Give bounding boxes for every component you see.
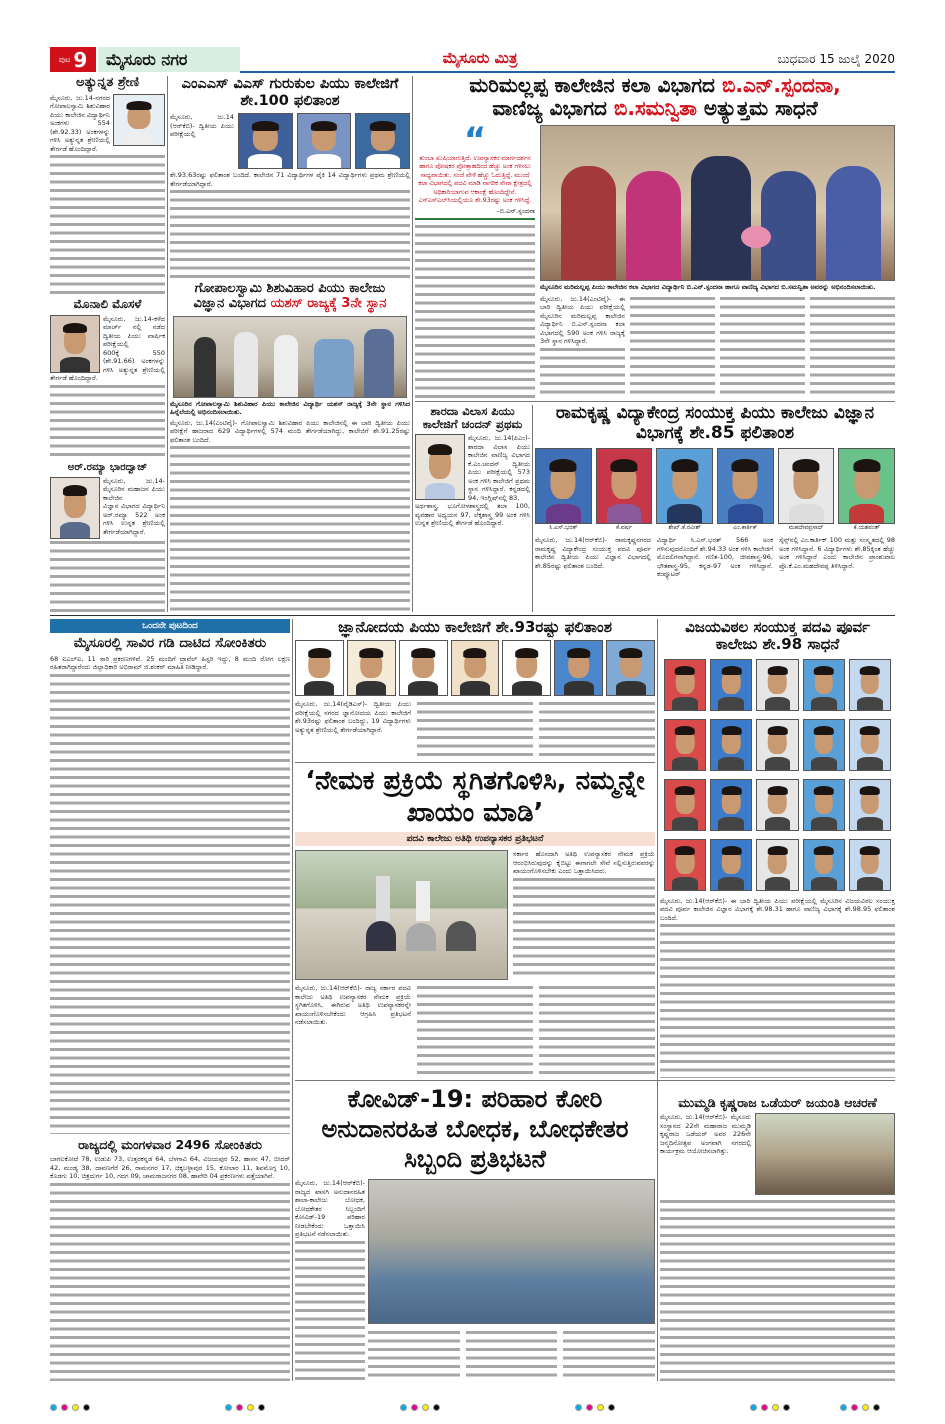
student-name: ಕೆ.ವರ್ಷ (616, 524, 632, 532)
text-lines (50, 1181, 290, 1381)
headline: ಮುಮ್ಮಡಿ ಕೃಷ್ಣರಾಜ ಒಡೆಯರ್ ಜಯಂತಿ ಆಚರಣೆ (678, 1096, 877, 1110)
dateline: ಮೈಸೂರು, ಜು.14 (ಆರ್‌ಕೆಬಿ)- ದ್ವಿತೀಯ ಪಿಯು ಪರೀಕ್ಷೆಯಲ್ಲಿ (170, 113, 234, 139)
article-ramya (50, 462, 165, 612)
registration-dot (83, 1404, 90, 1411)
student-photo (50, 477, 100, 539)
student-photo (803, 779, 845, 831)
student-photo-row (535, 448, 895, 532)
student-name: ಎಂ.ಕಾರ್ತಿಕ್ (733, 524, 758, 532)
text-lines (539, 984, 655, 1077)
headline: ಮೊನಾಲಿ ಮೊಸಳೆ (73, 298, 142, 311)
registration-dot (400, 1404, 407, 1411)
student-photo (710, 839, 752, 891)
column-rule (167, 76, 168, 612)
article-mummadi (660, 1096, 895, 1381)
masthead-logo: ಮೈಸೂರು ಮಿತ್ರ (442, 49, 518, 67)
headline-line-1: ಗೋಪಾಲಸ್ವಾಮಿ ಶಿಶುವಿಹಾರ ಪಿಯು ಕಾಲೇಜು (194, 282, 386, 296)
protest-photo (295, 850, 508, 980)
registration-dot (258, 1404, 265, 1411)
student-card (717, 448, 774, 532)
article-gopalaswamy (170, 282, 410, 612)
column-rule (292, 619, 293, 1381)
text-lines (466, 1329, 558, 1381)
text-lines (415, 223, 535, 399)
student-card (838, 448, 895, 532)
registration-dot (851, 1404, 858, 1411)
felicitation-photo (173, 316, 407, 398)
article-ramakrishna (535, 404, 895, 612)
registration-dot (862, 1404, 869, 1411)
student-photo (596, 448, 653, 524)
student-photo (50, 315, 100, 373)
registration-dot (433, 1404, 440, 1411)
article-monali (50, 298, 165, 460)
student-photo (756, 839, 798, 891)
continued-band: ಒಂದನೇ ಪುಟದಿಂದ (50, 619, 290, 633)
text-lines (368, 1329, 460, 1381)
article-body: ಮೈಸೂರು, ಜು.14(ಆರ್‌ಕೆಬಿ)- ರಾಮಕೃಷ್ಣನಗರದ ರಾಮಕೃಷ್ಣ ವಿದ್ಯಾಕೇಂದ್ರ ಸಂಯುಕ್ತ ಪದವಿ ಪೂರ್ವ ಕಾಲೇಜಿನ ದ್ವಿತೀಯ ಪಿಯು ವಿಜ್ಞಾನ ವಿಭಾಗದಲ್ಲಿ ಶೇ.85ರಷ್ಟು ಫಲಿತಾಂಶ ಬಂದಿದೆ. (535, 536, 651, 570)
headline-part: ಅತ್ಯುತ್ತಮ ಸಾಧನೆ (696, 96, 818, 120)
article-body-cont: ಅರ್ಥಶಾಸ್ತ್ರ, ಭೂಗೋಳಶಾಸ್ತ್ರದಲ್ಲಿ ತಲಾ 100, ವ್ಯವಹಾರ ಅಧ್ಯಯನ 97, ಲೆಕ್ಕಶಾಸ್ತ್ರ 99 ಅಂಕ ಗಳಿಸಿ ಉನ್ನತ ಶ್ರೇಣಿಯಲ್ಲಿ ತೇರ್ಗಡೆ ಹೊಂದಿದ್ದಾರೆ. (415, 502, 530, 528)
photo-caption: ಮೈಸೂರಿನ ಮರಿಮಲ್ಲಪ್ಪ ಪಿಯು ಕಾಲೇಜಿನ ಕಲಾ ವಿಭಾಗದ ವಿದ್ಯಾರ್ಥಿನಿ ಬಿ.ಎನ್.ಸ್ಪಂದನಾ ಹಾಗೂ ವಾಣಿಜ್ಯ ವಿಭಾಗದ ಬಿ.ಸಮನ್ವಿತಾ ಅವರನ್ನು ಅಭಿನಂದಿಸಲಾಯಿತು. (540, 283, 876, 291)
student-photo (756, 779, 798, 831)
student-photo (113, 94, 165, 146)
article-body: ಮೈಸೂರು, ಜು.14(ವೈಡಿಎಸ್)- ದ್ವಿತೀಯ ಪಿಯು ಪರೀಕ್ಷೆಯಲ್ಲಿ ನಗರದ ಜ್ಞಾನೋದಯ ಪಿಯು ಕಾಲೇಜಿಗೆ ಶೇ.93ರಷ್ಟು ಫಲಿತಾಂಶ ಬಂದಿದ್ದು, 19 ವಿದ್ಯಾರ್ಥಿಗಳು ಅತ್ಯುನ್ನತ ಶ್ರೇಣಿಯಲ್ಲಿ ತೇರ್ಗಡೆಯಾಗಿದ್ದಾರೆ. (295, 700, 411, 734)
subheadline: ಪದವಿ ಕಾಲೇಜು ಅತಿಥಿ ಉಪನ್ಯಾಸಕರ ಪ್ರತಿಭಟನೆ (295, 832, 655, 846)
student-card (656, 448, 713, 532)
photo-caption: ಮೈಸೂರಿನ ಗೋಪಾಲಸ್ವಾಮಿ ಶಿಶುವಿಹಾರ ಪಿಯು ಕಾಲೇಜಿನ ವಿದ್ಯಾರ್ಥಿ ಯಶಸ್ ರಾಜ್ಯಕ್ಕೆ 3ನೇ ಸ್ಥಾನ ಗಳಿಸಿದ ಹಿನ್ನೆಲೆಯಲ್ಲಿ ಅಭಿನಂದಿಸಲಾಯಿತು. (170, 399, 410, 417)
headline-highlight: ಯಶಸ್ ರಾಜ್ಯಕ್ಕೆ 3ನೇ ಸ್ಥಾನ (270, 295, 387, 311)
student-photo (710, 779, 752, 831)
text-lines (720, 295, 805, 400)
article-vijayavittala (660, 619, 895, 1078)
student-name: ಶೇಖ್.ಕೆ.ರವೀಶ್ (668, 524, 701, 532)
article-gurukula (170, 76, 410, 278)
jayanthi-photo (755, 1113, 895, 1195)
student-photo (238, 113, 293, 169)
student-photo (803, 839, 845, 891)
student-name: ಕೆ.ಯಶವಂತ್ (853, 524, 880, 532)
section-title: ಮೈಸೂರು ನಗರ (98, 47, 240, 72)
registration-dot (575, 1404, 582, 1411)
headline-part: ವಿಜ್ಞಾನ ವಿಭಾಗದ (193, 295, 271, 311)
headline: ಎಂಎಎಸ್ ವಿಎಸ್ ಗುರುಕುಲ ಪಿಯು ಕಾಲೇಜಿಗೆ ಶೇ.100 ಫಲಿತಾಂಶ (181, 76, 399, 109)
article-body: 68 ಐಎಲ್‌ಐ, 11 ಸಾರಿ ಪ್ರಕರಣಗಳಿವೆ. 25 ಮಂದಿಗೆ ಟ್ರಾವೆಲ್ ಹಿಸ್ಟರಿ ಇದ್ದು, 8 ಮಂದಿ ರೋಗ ಲಕ್ಷಣ ರಹಿತರಾಗಿದ್ದಾರೆಂದು ಜಿಲ್ಲಾಧಿಕಾರಿ ಅಭಿರಾಮ್ ಜಿ.ಶಂಕರ್ ಮಾಹಿತಿ ನೀಡಿದ್ದಾರೆ. (50, 654, 290, 672)
text-lines (563, 1329, 655, 1381)
student-photo (606, 640, 655, 696)
headline-highlight: ಬಿ.ಸಮನ್ವಿತಾ (613, 96, 697, 120)
registration-dot (761, 1404, 768, 1411)
student-photo-row (295, 640, 655, 696)
text-lines (417, 700, 533, 760)
headline: ಶಾರದಾ ವಿಲಾಸ ಪಿಯು ಕಾಲೇಜಿಗೆ ಚಂದನ್ ಪ್ರಥಮ (422, 405, 523, 432)
covid-protest-photo (368, 1179, 655, 1324)
registration-dot (873, 1404, 880, 1411)
student-photo (664, 719, 706, 771)
student-photo (656, 448, 713, 524)
student-photo (756, 659, 798, 711)
article-state-cases (50, 1138, 290, 1381)
quote-mark-icon: “ (463, 125, 487, 160)
registration-dot (586, 1404, 593, 1411)
student-photo (849, 719, 891, 771)
registration-dot (411, 1404, 418, 1411)
student-photo (451, 640, 500, 696)
registration-dot (50, 1404, 57, 1411)
article-body-columns (295, 984, 655, 1077)
student-photo (664, 779, 706, 831)
page-label: ಪುಟ (58, 54, 71, 64)
student-photo (399, 640, 448, 696)
text-lines (50, 153, 165, 294)
dateline: ಮೈಸೂರು, ಜು.14-ಮೈಸೂರಿನ ಮಹಾಜನ ಪಿಯು ಕಾಲೇಜಿನ (103, 476, 165, 502)
student-card (535, 448, 592, 532)
article-body: ವಿಜ್ಞಾನ ವಿಭಾಗದ ವಿದ್ಯಾರ್ಥಿನಿ ಅರ್.ರಮ್ಯಾ 522 ಅಂಕ ಗಳಿಸಿ ಉನ್ನತ ಶ್ರೇಣಿಯಲ್ಲಿ ತೇರ್ಗಡೆಯಾಗಿದ್ದಾರೆ. (103, 502, 165, 536)
headline: ಮೈಸೂರಲ್ಲಿ ಸಾವಿರ ಗಡಿ ದಾಟಿದ ಸೋಂಕಿತರು (73, 635, 267, 651)
registration-dot (236, 1404, 243, 1411)
text-lines (295, 1239, 365, 1382)
student-photo (849, 659, 891, 711)
article-body-columns (535, 536, 895, 612)
quote-author: –ಬಿ.ಎನ್.ಸ್ಪಂದನಾ (496, 207, 535, 216)
headline-line-1 (415, 74, 895, 97)
student-card (596, 448, 653, 532)
article-covid (295, 1084, 655, 1381)
column-rule (532, 405, 533, 612)
registration-dot (247, 1404, 254, 1411)
headline-part: ಮರಿಮಲ್ಲಪ್ಪ ಕಾಲೇಜಿನ ಕಲಾ ವಿಭಾಗದ (469, 74, 722, 97)
student-photo (502, 640, 551, 696)
text-lines (417, 984, 533, 1077)
article-continued-cases (50, 619, 290, 1134)
student-photo (778, 448, 835, 524)
headline: ವಿಜಯವಿಠಲ ಸಂಯುಕ್ತ ಪದವಿ ಪೂರ್ವ ಕಾಲೇಜು ಶೇ.98 ಸಾಧನೆ (685, 619, 870, 654)
page-number: 9 (73, 47, 88, 72)
student-photo (664, 659, 706, 711)
column-rule (412, 76, 413, 612)
article-gnanodaya (295, 619, 655, 760)
article-body: ಮೈಸೂರು, ಜು.14(ಆರ್‌ಕೆಬಿ)- ರಾಜ್ಯ ಸರ್ಕಾರ ಪದವಿ ಕಾಲೇಜು ಅತಿಥಿ ಉಪನ್ಯಾಸಕರ ನೇಮಕ ಪ್ರಕ್ರಿಯೆ ಸ್ಥಗಿತಗೊಳಿಸಿ, ಈಗಿರುವ ಅತಿಥಿ ಉಪನ್ಯಾಸಕರನ್ನೇ ಖಾಯಂಗೊಳಿಸಬೇಕೆಂದು ಆಗ್ರಹಿಸಿ ಪ್ರತಿಭಟನೆ ನಡೆಸಲಾಯಿತು. (295, 984, 411, 1026)
text-lines (660, 1198, 895, 1381)
registration-dot (772, 1404, 779, 1411)
article-body-columns (368, 1329, 655, 1381)
student-photo (717, 448, 774, 524)
headline: ರಾಮಕೃಷ್ಣ ವಿದ್ಯಾಕೇಂದ್ರ ಸಂಯುಕ್ತ ಪಿಯು ಕಾಲೇಜು ವಿಜ್ಞಾನ ವಿಭಾಗಕ್ಕೆ ಶೇ.85 ಫಲಿತಾಂಶ (555, 404, 875, 443)
student-photo (803, 719, 845, 771)
quote-text: ತುಂಬಾ ಖುಷಿಯಾಗುತ್ತಿದೆ. ಉಪನ್ಯಾಸಕರ ಮಾರ್ಗದರ್ಶನ ಹಾಗೂ ಪೋಷಕರ ಪ್ರೋತ್ಸಾಹದಿಂದ ಹೆಚ್ಚು ಅಂಕ ಗಳಿಸಲು ಸಾಧ್ಯವಾಯಿತು. ಸಂಜೆ ವೇಳೆ ಹೆಚ್ಚು ಓದುತ್ತಿದ್ದೆ. ಮುಂದೆ ಕಲಾ ವಿಭಾಗದಲ್ಲಿ ಪದವಿ ಮಾಡಿ ನಾಗರಿಕ ಸೇವಾ ಕ್ಷೇತ್ರದಲ್ಲಿ ಅಧಿಕಾರಿಯಾಗುವ ಆಕಾಂಕ್ಷೆ ಹೊಂದಿದ್ದೇನೆ. ಎಸ್‌ಎಸ್‌ಎಲ್‌ಸಿಯಲ್ಲಿಯೂ ಶೇ.93ರಷ್ಟು ಅಂಕ ಗಳಿಸಿದ್ದೆ. (418, 155, 532, 205)
header-rule (240, 71, 895, 73)
student-photo-grid (660, 659, 895, 891)
text-lines (540, 346, 625, 400)
registration-dot (840, 1404, 847, 1411)
dateline: ಮೈಸೂರು, ಜು.14-ನಗರದ ಗೋಪಾಲಸ್ವಾಮಿ ಶಿಶುವಿಹಾರ ಪಿಯು ಕಾಲೇಜಿನ ವಿದ್ಯಾರ್ಥಿನಿ (50, 93, 110, 119)
student-photo (838, 448, 895, 524)
registration-dot (608, 1404, 615, 1411)
headline: ಕೋವಿಡ್-19: ಪರಿಹಾರ ಕೋರಿ ಅನುದಾನರಹಿತ ಬೋಧಕ, ಬೋಧಕೇತರ ಸಿಬ್ಬಂದಿ ಪ್ರತಿಭಟನೆ (321, 1085, 629, 1173)
article-body: ಮೈಸೂರು, ಜು.14(ಎಂಟಿವೈ)- ಗೋಪಾಲಸ್ವಾಮಿ ಶಿಶುವಿಹಾರ ಪಿಯು ಕಾಲೇಜಿನಲ್ಲಿ ಈ ಬಾರಿ ದ್ವಿತೀಯ ಪಿಯು ಪರೀಕ್ಷೆಗೆ ಹಾಜರಾದ 629 ವಿದ್ಯಾರ್ಥಿಗಳಲ್ಲಿ 574 ಮಂದಿ ತೇರ್ಗಡೆಯಾಗಿದ್ದು, ಕಾಲೇಜಿಗೆ ಶೇ.91.25ರಷ್ಟು ಫಲಿತಾಂಶ ಬಂದಿದೆ. (170, 418, 410, 444)
student-photo (297, 113, 352, 169)
headline-line-2 (415, 97, 895, 120)
article-body: ಸೈನ್ಸ್‌ನಲ್ಲಿ ಎಂ.ಕಾರ್ತಿಕ್ 100 ಮತ್ತು ಸಂಸ್ಕೃತದಲ್ಲಿ 98 ಅಂಕ ಗಳಿಸಿದ್ದಾನೆ. 6 ವಿದ್ಯಾರ್ಥಿಗಳು ಶೇ.85ಕ್ಕಿಂತ ಹೆಚ್ಚು ಅಂಕ ಗಳಿಸಿದ್ದಾರೆ ಎಂದು ಕಾಲೇಜಿನ ಪ್ರಾಂಶುಪಾಲ ಪ್ರೊ.ಕೆ.ಎಂ.ಮಹದೇವಪ್ಪ ತಿಳಿಸಿದ್ದಾರೆ. (779, 536, 895, 570)
headline: ಅರ್.ರಮ್ಯಾ ಭಾರದ್ವಾಜ್ (67, 462, 148, 473)
article-body: ಮೈಸೂರು, ಜು.14(ಆರ್‌ಕೆಬಿ)- ಈ ಬಾರಿ ದ್ವಿತೀಯ ಪಿಯು ಪರೀಕ್ಷೆಯಲ್ಲಿ ಮೈಸೂರಿನ ವಿಜಯವಿಠಲ ಸಂಯುಕ್ತ ಪದವಿ ಪೂರ್ವ ಕಾಲೇಜಿನ ವಿಜ್ಞಾನ ವಿಭಾಗಕ್ಕೆ ಶೇ.98.31 ಹಾಗೂ ವಾಣಿಜ್ಯ ವಿಭಾಗಕ್ಕೆ ಶೇ.98.95 ಫಲಿತಾಂಶ ಬಂದಿದೆ. (660, 896, 895, 922)
headline: ‘ನೇಮಕ ಪ್ರಕ್ರಿಯೆ ಸ್ಥಗಿತಗೊಳಿಸಿ, ನಮ್ಮನ್ನೇ ಖಾಯಂ ಮಾಡಿ’ (305, 766, 645, 828)
text-lines (660, 922, 895, 1078)
text-lines (170, 188, 410, 278)
article-body: ಬಾಗಲಕೋಟೆ 78, ಉಡುಪಿ 73, ಉತ್ತರಕನ್ನಡ 64, ಬೆಳಗಾವಿ 64, ವಿಜಯಪುರ 52, ಹಾಸನ 47, ಬೀದರ್ 42, ಮಂಡ್ಯ 38, ದಾವಣಗೆರೆ 26, ರಾಮನಗರ 17, ಚಿಕ್ಕಬಳ್ಳಾಪುರ 15, ಕೋಲಾರ 11, ಶಿವಮೊಗ್ಗ 10, ಕೊಡಗು 10, ಚಿತ್ರದುರ್ಗ 10, ಗದಗ 09, ಚಾಮರಾಜನಗರ 08, ಹಾವೇರಿ 04 ಪ್ರಕರಣಗಳು ಪತ್ತೆಯಾಗಿವೆ. (50, 1155, 290, 1181)
student-photo (849, 839, 891, 891)
article-body: ಅಂಕಗಳು 554 (ಶೇ.92.33) ಅಂಕಗಳನ್ನು ಗಳಿಸಿ ಅತ್ಯುನ್ನತ ಶ್ರೇಣಿಯಲ್ಲಿ ತೇರ್ಗಡೆ ಹೊಂದಿದ್ದಾರೆ. (50, 119, 110, 153)
students-felicitation-photo (540, 125, 895, 281)
registration-dot (597, 1404, 604, 1411)
headline-highlight: ಬಿ.ಎನ್.ಸ್ಪಂದನಾ, (721, 74, 841, 97)
column-rule (657, 619, 658, 1381)
student-photo (554, 640, 603, 696)
text-lines (50, 383, 165, 460)
text-lines (50, 672, 290, 1134)
student-name: ಮಹದೇವಪ್ರಸಾದ್ (788, 524, 824, 532)
student-photo (849, 779, 891, 831)
dateline: ಮೈಸೂರು, ಜು.14-ಕಳೆದ ಮಾರ್ಚ್ ನಲ್ಲಿ ನಡೆದ ದ್ವಿತೀಯ ಪಿಯು ವಾರ್ಷಿಕ ಪರೀಕ್ಷೆಯಲ್ಲಿ (103, 314, 165, 349)
section-rule (50, 615, 895, 616)
article-ranking-1 (50, 76, 165, 294)
article-body: ಮೈಸೂರು, ಜು.14(ಪಿಎಂ)- ಶಾರದಾ ವಿಲಾಸ ಪಿಯು ಕಾಲೇಜಿನ ವಾಣಿಜ್ಯ ವಿಭಾಗದ ಕೆ.ಎಂ.ಚಂದನ್ ದ್ವಿತೀಯ ಪಿಯು ಪರೀಕ್ಷೆಯಲ್ಲಿ 573 ಅಂಕ ಗಳಿಸಿ ಕಾಲೇಜಿಗೆ ಪ್ರಥಮ ಸ್ಥಾನ ಗಳಿಸಿದ್ದಾರೆ. ಕನ್ನಡದಲ್ಲಿ 94, ಇಂಗ್ಲಿಷ್‌ನಲ್ಲಿ 83, (468, 434, 530, 502)
text-lines (539, 700, 655, 760)
article-body: ಮೈಸೂರು, ಜು.14(ಎಂಟಿವೈ)- ಈ ಬಾರಿ ದ್ವಿತೀಯ ಪಿಯು ಪರೀಕ್ಷೆಯಲ್ಲಿ ಮೈಸೂರಿನ ಮರಿಮಲ್ಲಪ್ಪ ಕಾಲೇಜಿನ ವಿದ್ಯಾರ್ಥಿನಿ ಬಿ.ಎನ್.ಸ್ಪಂದನಾ ಕಲಾ ವಿಭಾಗದಲ್ಲಿ 590 ಅಂಕ ಗಳಿಸಿ ರಾಜ್ಯಕ್ಕೆ 3ನೇ ಸ್ಥಾನ ಗಳಿಸಿದ್ದಾರೆ. (540, 294, 625, 345)
article-body: 600ಕ್ಕೆ 550 (ಶೇ.91.66) ಅಂಕಗಳನ್ನು ಗಳಿಸಿ ಅತ್ಯುನ್ನತ ಶ್ರೇಣಿಯಲ್ಲಿ ತೇರ್ಗಡೆ ಹೊಂದಿದ್ದಾರೆ. (50, 348, 165, 383)
student-card (778, 448, 835, 532)
registration-dot (750, 1404, 757, 1411)
registration-dot (225, 1404, 232, 1411)
article-neemaka (295, 765, 655, 1077)
headline-part: ವಾಣಿಜ್ಯ ವಿಭಾಗದ (492, 96, 614, 120)
student-photo (535, 448, 592, 524)
registration-dot (783, 1404, 790, 1411)
student-name: ಸಿ.ಎಸ್.ಭರತ್ (549, 524, 578, 532)
headline: ಜ್ಞಾನೋದಯ ಪಿಯು ಕಾಲೇಜಿಗೆ ಶೇ.93ರಷ್ಟು ಫಲಿತಾಂಶ (338, 619, 612, 636)
student-photo (756, 719, 798, 771)
article-body-columns (540, 295, 895, 400)
issue-date: ಬುಧವಾರ 15 ಜುಲೈ 2020 (777, 52, 895, 66)
page-number-badge (50, 47, 96, 72)
student-photo (710, 719, 752, 771)
headline: ಅತ್ಯುನ್ನತ ಶ್ರೇಣಿ (76, 76, 139, 90)
student-photo (347, 640, 396, 696)
article-body: ವಿದ್ಯಾರ್ಥಿ ಸಿ.ಎಸ್.ಭರತ್ 566 ಅಂಕ ಗಳಿಸುವುದರೊಂದಿಗೆ ಶೇ.94.33 ಅಂಕ ಗಳಿಸಿ ಕಾಲೇಜಿಗೆ ಮೊದಲಿಗನಾಗಿದ್ದಾನೆ. ಗಣಿತ-100, ಜೀವಶಾಸ್ತ್ರ-96, ಭೌತಶಾಸ್ತ್ರ-95, ಕನ್ನಡ-97 ಅಂಕ ಗಳಿಸಿದ್ದಾನೆ. ಕಂಪ್ಯೂಟರ್ (657, 536, 773, 579)
registration-dot (422, 1404, 429, 1411)
student-photo (710, 659, 752, 711)
quote-box (415, 125, 535, 220)
text-lines (630, 295, 715, 400)
article-body: ಶೇ.93.63ರಷ್ಟು ಫಲಿತಾಂಶ ಬಂದಿದೆ. ಕಾಲೇಜಿನ 71 ವಿದ್ಯಾರ್ಥಿಗಳ ಪೈಕಿ 14 ವಿದ್ಯಾರ್ಥಿಗಳು ಪ್ರಥಮ ಶ್ರೇಣಿಯಲ್ಲಿ ತೇರ್ಗಡೆಯಾಗಿದ್ದಾರೆ. (170, 171, 410, 188)
student-photo (415, 434, 465, 500)
article-body: ಮೈಸೂರು, ಜು.14(ಆರ್‌ಕೆಬಿ)- ರಾಜ್ಯದ ಖಾಸಗಿ ಅನುದಾನರಹಿತ ಶಾಲಾ-ಕಾಲೇಜು ಬೋಧಕ, ಬೋಧಕೇತರ ಸಿಬ್ಬಂದಿಗೆ ಕೋವಿಡ್-19 ಪರಿಹಾರ ನೀಡಬೇಕೆಂದು ಒತ್ತಾಯಿಸಿ ಪ್ರತಿಭಟನೆ ನಡೆಸಲಾಯಿತು. (295, 1179, 365, 1238)
text-lines (50, 539, 165, 613)
student-photo (664, 839, 706, 891)
student-photo (355, 113, 410, 169)
headline-line-2 (170, 297, 410, 312)
article-body-side: ಸರ್ಕಾರ ಹೊಸದಾಗಿ ಅತಿಥಿ ಉಪನ್ಯಾಸಕರ ನೇಮಕ ಪ್ರಕ್ರಿಯೆ ಆರಂಭಿಸಿರುವುದನ್ನು ಕೈಬಿಟ್ಟು ಈಗಾಗಲೇ ಸೇವೆ ಸಲ್ಲಿಸುತ್ತಿರುವವರನ್ನು ಖಾಯಂಗೊಳಿಸಬೇಕು ಎಂದು ಒತ್ತಾಯಿಸಿದರು. (513, 850, 655, 875)
student-photo (295, 640, 344, 696)
text-lines (810, 295, 895, 400)
article-body-columns (295, 700, 655, 760)
registration-dot (72, 1404, 79, 1411)
headline: ರಾಜ್ಯದಲ್ಲಿ ಮಂಗಳವಾರ 2496 ಸೋಂಕಿತರು (78, 1138, 262, 1152)
article-marimallappa (415, 74, 895, 399)
section-rule (415, 401, 895, 402)
student-photo (803, 659, 845, 711)
text-lines (513, 876, 655, 981)
article-sharada (415, 405, 530, 612)
registration-dot (61, 1404, 68, 1411)
section-rule (295, 762, 655, 763)
section-rule (295, 1080, 895, 1081)
article-body: ಮೈಸೂರು, ಜು.14(ಆರ್‌ಕೆಬಿ)- ಮೈಸೂರು ಸಂಸ್ಥಾನದ 22ನೇ ಮಹಾರಾಜ ಮುಮ್ಮಡಿ ಕೃಷ್ಣರಾಜ ಒಡೆಯರ್ ಅವರ 226ನೇ ಜನ್ಮದಿನೋತ್ಸವ ಅಂಗವಾಗಿ ನಗರದಲ್ಲಿ ಕಾರ್ಯಕ್ರಮ ಆಯೋಜಿಸಲಾಗಿತ್ತು. (660, 1113, 751, 1156)
text-lines (170, 444, 410, 612)
student-photo-row (238, 113, 410, 169)
